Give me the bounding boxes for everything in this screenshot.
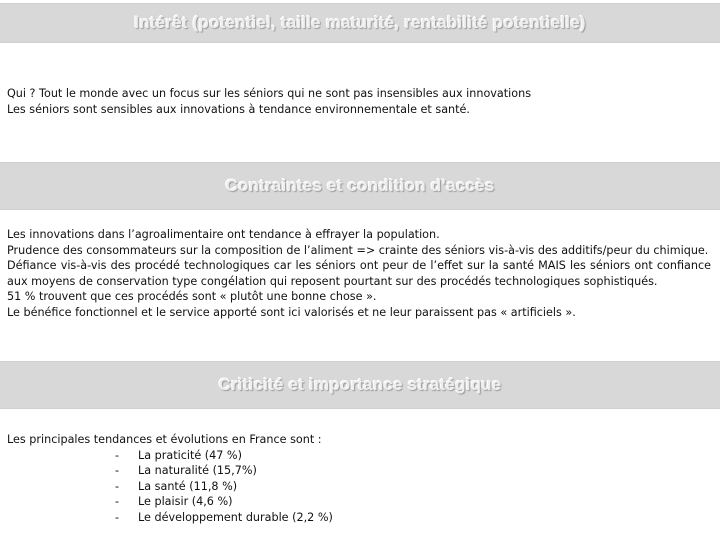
list-item-label: La praticité (47 %) <box>138 448 242 462</box>
section-body-interet <box>7 86 711 117</box>
section-header-contraintes <box>0 162 720 210</box>
list-item-label: Le plaisir (4,6 %) <box>138 495 233 508</box>
paragraph-line: Qui ? Tout le monde avec un focus sur les séniors qui ne sont pas insensibles aux innovations <box>7 87 532 100</box>
section-body-contraintes <box>7 227 711 320</box>
section-title-criticite: Criticité et importance stratégique <box>218 375 502 394</box>
bullet-dash: - <box>115 479 120 493</box>
bullet-dash: - <box>115 510 120 524</box>
paragraph-line: Les séniors sont sensibles aux innovations à tendance environnementale et santé. <box>7 102 470 116</box>
list-item <box>7 510 711 526</box>
section-header-interet <box>0 3 720 43</box>
paragraph-line: Défiance vis-à-vis des procédé technologiques car les séniors ont peur de l’effet sur la santé MAIS les séniors ont confiance aux moyens de conservation type congélation qui reposent pourtant sur des procédés technologiques sophistiqués. <box>7 259 711 288</box>
bullet-dash: - <box>115 464 120 477</box>
list-item <box>7 463 711 479</box>
list-item-label: La naturalité (15,7%) <box>138 464 257 477</box>
paragraph-line: Les innovations dans l’agroalimentaire ont tendance à effrayer la population. <box>7 228 440 241</box>
section-body-criticite <box>7 432 711 525</box>
list-item <box>7 494 711 510</box>
list-item-label: La santé (11,8 %) <box>138 479 238 493</box>
section-header-criticite <box>0 361 720 409</box>
bullet-dash: - <box>115 495 120 508</box>
trend-list <box>7 448 711 526</box>
list-item-label: Le développement durable (2,2 %) <box>138 510 333 524</box>
bullet-dash: - <box>115 448 120 462</box>
paragraph-intro: Les principales tendances et évolutions en France sont : <box>7 433 322 446</box>
section-title-interet: Intérêt (potentiel, taille maturité, rentabilité potentielle) <box>134 13 586 32</box>
list-item <box>7 448 711 464</box>
list-item <box>7 479 711 495</box>
paragraph-line: Prudence des consommateurs sur la composition de l’aliment => crainte des séniors vis-à-vis des additifs/peur du chimique. <box>7 243 709 257</box>
section-title-contraintes: Contraintes et condition d’accès <box>225 176 495 195</box>
paragraph-line: Le bénéfice fonctionnel et le service apporté sont ici valorisés et ne leur paraissent pas « artificiels ». <box>7 305 576 319</box>
paragraph-line: 51 % trouvent que ces procédés sont « plutôt une bonne chose ». <box>7 290 377 303</box>
